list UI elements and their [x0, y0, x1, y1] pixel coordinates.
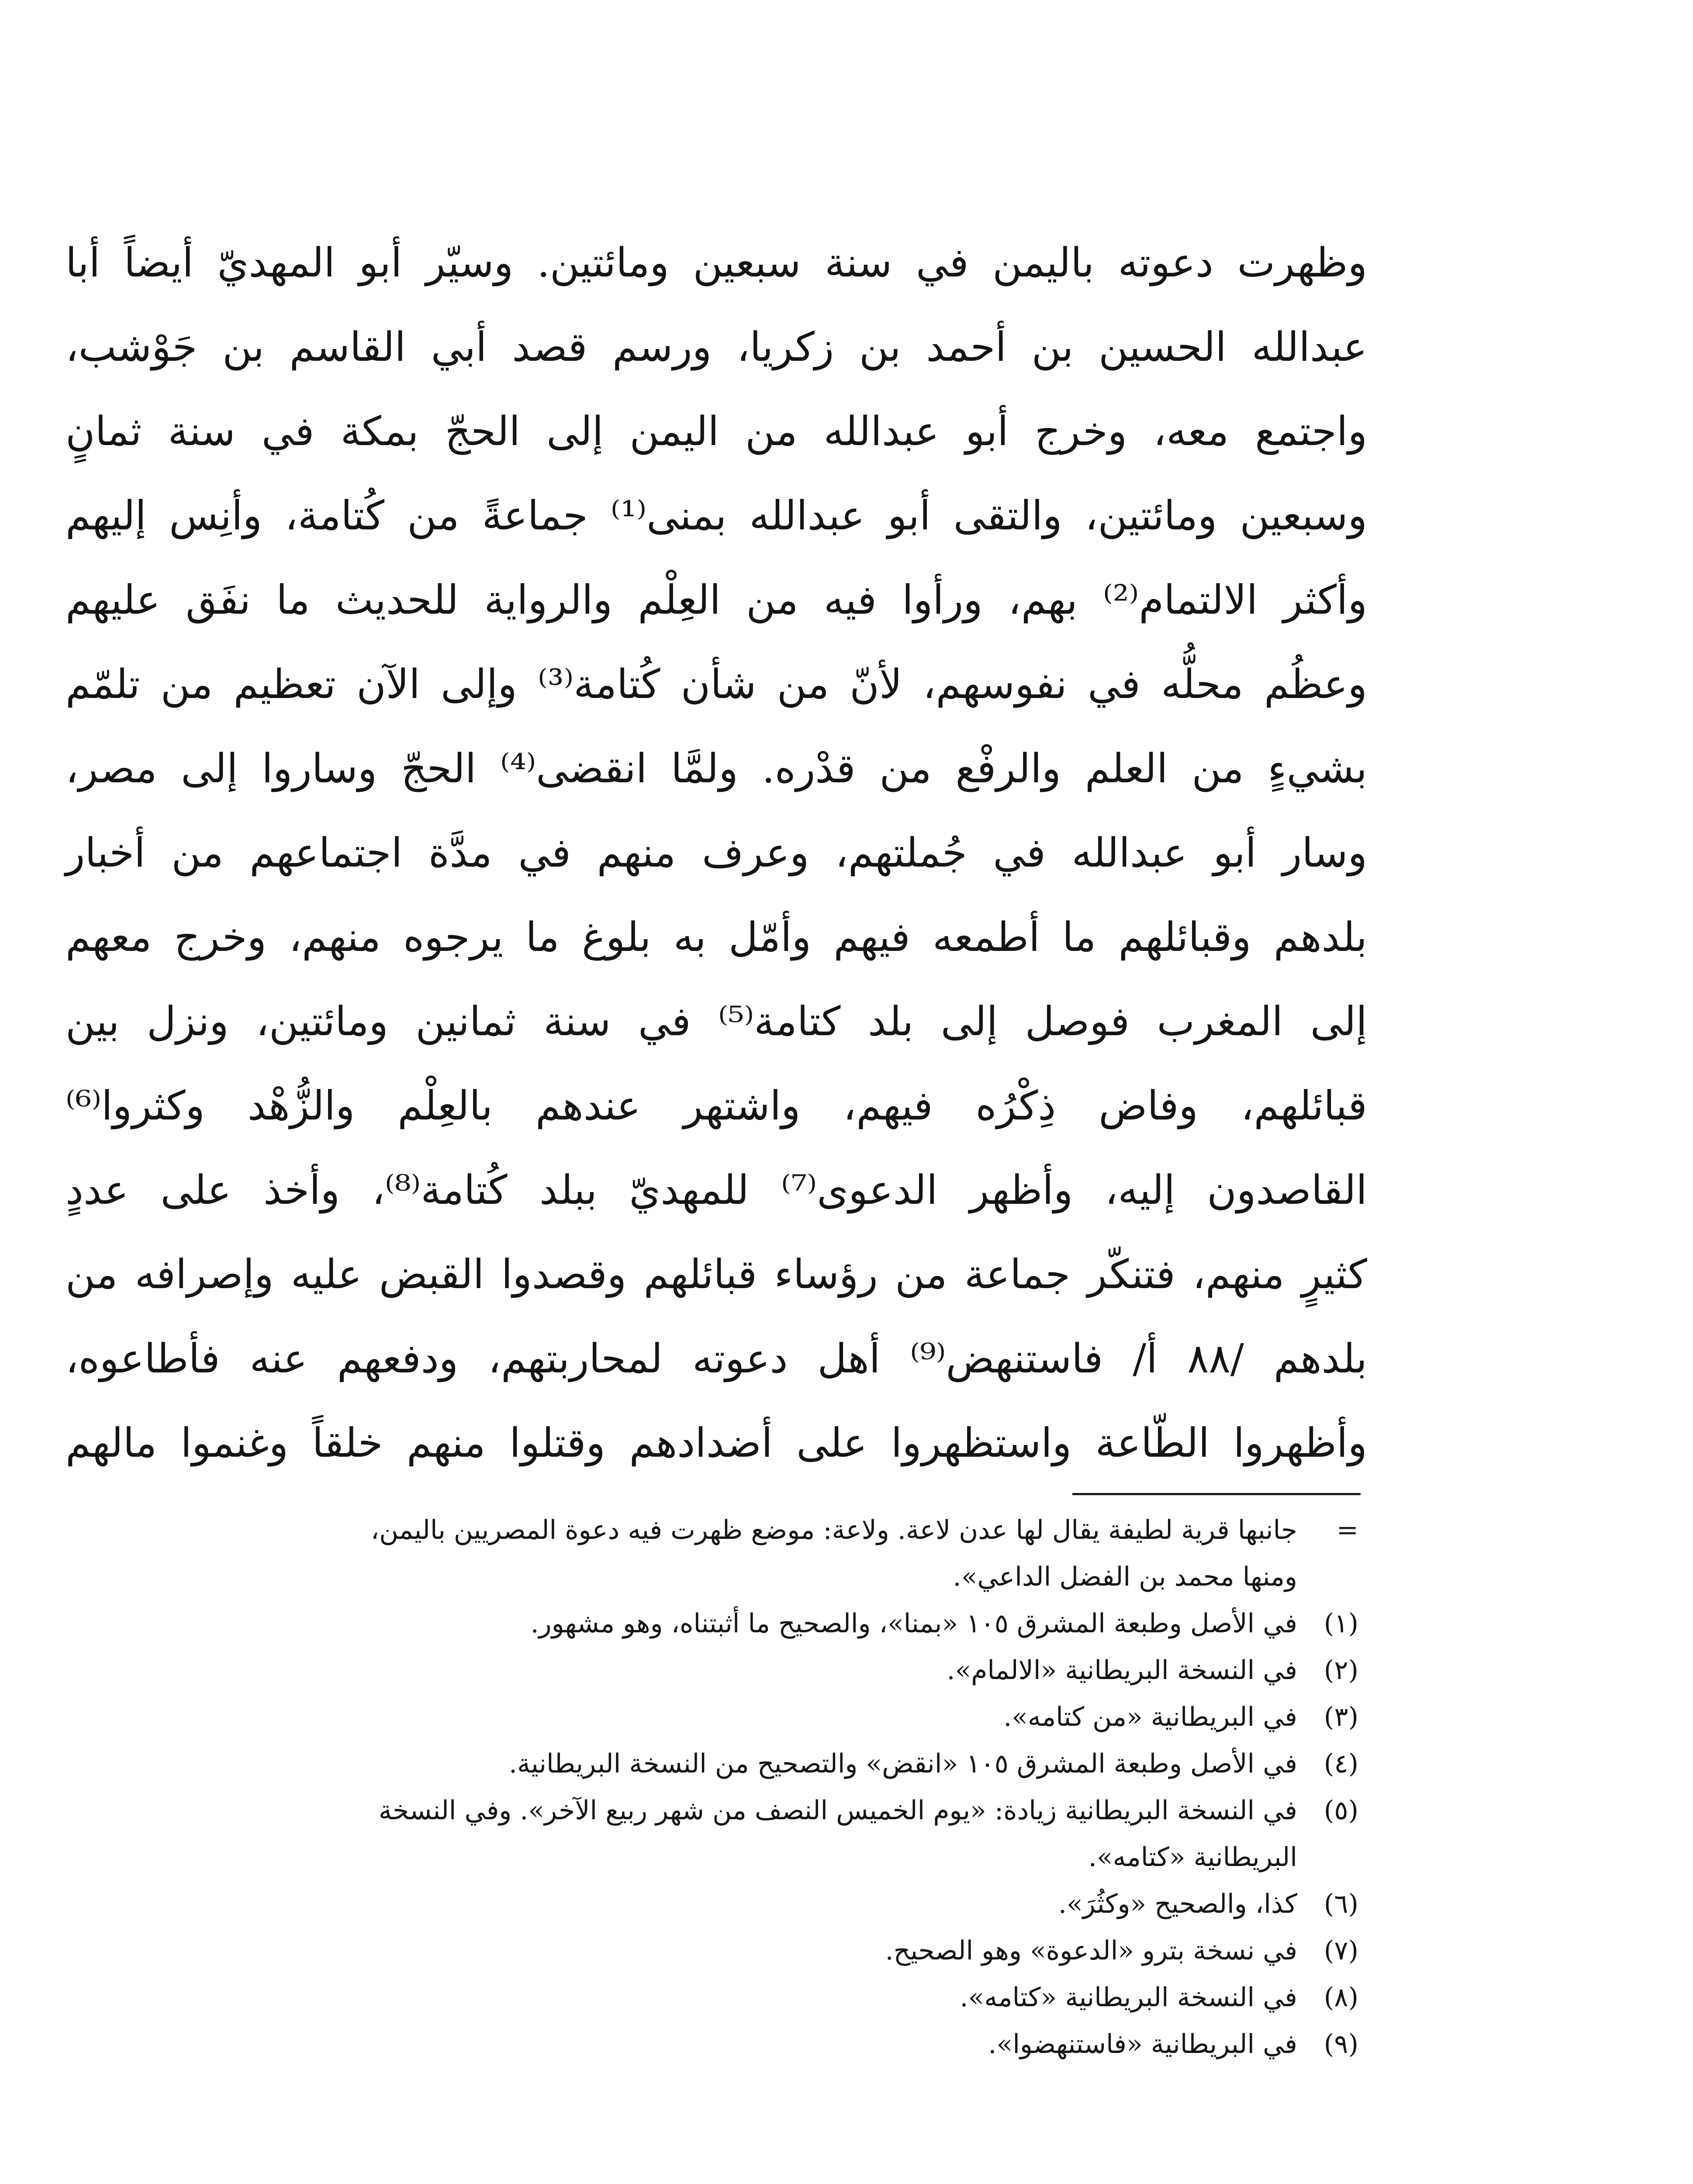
- text-line: بلدهم /٨٨ أ/ فاستنهض⁽⁹⁾ أهل دعوته لمحاربتهم، ودفعهم عنه فأطاعوه،: [66, 1335, 1368, 1382]
- footnote-marker: (٨): [1323, 1982, 1358, 2013]
- footnote-marker: (٤): [1323, 1749, 1358, 1779]
- text-line: واجتمع معه، وخرج أبو عبدالله من اليمن إلى الحجّ بمكة في سنة ثمانٍ: [66, 408, 1367, 455]
- footnote-marker: (٢): [1323, 1655, 1358, 1686]
- text-line: وسبعين ومائتين، والتقى أبو عبدالله بمنى⁽¹⁾ جماعةً من كُتامة، وأنِس إليهم: [66, 492, 1367, 539]
- text-line: إلى المغرب فوصل إلى بلد كتامة⁽⁵⁾ في سنة ثمانين ومائتين، ونزل بين: [66, 998, 1367, 1045]
- footnote: [66, 1881, 1358, 1928]
- text-line: قبائلهم، وفاض ذِكْرُه فيهم، واشتهر عندهم بالعِلْم والزُّهْد وكثروا⁽⁶⁾: [66, 1082, 1367, 1129]
- footnote-text: البريطانية «كتامه».: [1088, 1842, 1297, 1873]
- footnote-marker: (٣): [1323, 1702, 1358, 1732]
- footnote-continuation: [66, 1834, 1358, 1881]
- footnote-text: في الأصل وطبعة المشرق ١٠٥ «بمنا»، والصحيح ما أثبتناه، وهو مشهور.: [530, 1608, 1297, 1639]
- footnote-text: ومنها محمد بن الفضل الداعي».: [953, 1562, 1297, 1592]
- text-line: وأكثر الالتمام⁽²⁾ بهم، ورأوا فيه من العِلْم والرواية للحديث ما نفَق عليهم: [66, 577, 1367, 623]
- text-line: كثيرٍ منهم، فتنكّر جماعة من رؤساء قبائلهم وقصدوا القبض عليه وإصرافه من: [66, 1251, 1367, 1298]
- footnote-marker: (٦): [1323, 1889, 1358, 1919]
- main-text-block: [66, 221, 1367, 1485]
- text-line: القاصدون إليه، وأظهر الدعوى⁽⁷⁾ للمهديّ ببلد كُتامة⁽⁸⁾، وأخذ على عددٍ: [66, 1167, 1367, 1213]
- footnote: [66, 1507, 1358, 1554]
- footnote: [66, 1741, 1358, 1787]
- footnote: [66, 1600, 1358, 1647]
- footnote-text: في النسخة البريطانية «كتامه».: [960, 1982, 1297, 2013]
- text-line: بلدهم وقبائلهم ما أطمعه فيهم وأمّل به بلوغ ما يرجوه منهم، وخرج معهم: [66, 914, 1367, 961]
- footnote-text: في النسخة البريطانية «الالمام».: [947, 1655, 1297, 1686]
- footnote-text: كذا، والصحيح «وكثُرَ».: [1058, 1889, 1297, 1919]
- footnote-continuation: [66, 1554, 1358, 1600]
- footnote-text: في البريطانية «فاستنهضوا».: [988, 2029, 1297, 2060]
- text-line: وأظهروا الطّاعة واستظهروا على أضدادهم وقتلوا منهم خلقاً وغنموا مالهم: [66, 1420, 1367, 1466]
- text-line: عبدالله الحسين بن أحمد بن زكريا، ورسم قصد أبي القاسم بن جَوْشب،: [66, 324, 1367, 370]
- footnote-marker: (٧): [1323, 1935, 1358, 1966]
- footnote-marker: =: [1336, 1515, 1358, 1545]
- text-line: وسار أبو عبدالله في جُملتهم، وعرف منهم في مدَّة اجتماعهم من أخبار: [66, 829, 1367, 876]
- text-line: وظهرت دعوته باليمن في سنة سبعين ومائتين. وسيّر أبو المهديّ أيضاً أبا: [66, 239, 1367, 286]
- footnote-text: في النسخة البريطانية زيادة: «يوم الخميس النصف من شهر ربيع الآخر». وفي النسخة: [379, 1795, 1297, 1826]
- footnote: [66, 1928, 1358, 1974]
- footnote: [66, 1694, 1358, 1741]
- footnotes-block: [66, 1507, 1358, 2068]
- footnote-marker: (١): [1323, 1608, 1358, 1639]
- footnote-text: في الأصل وطبعة المشرق ١٠٥ «انقض» والتصحيح من النسخة البريطانية.: [508, 1749, 1297, 1779]
- footnote: [66, 1974, 1358, 2021]
- footnote-divider: [1072, 1493, 1361, 1495]
- text-line: بشيءٍ من العلم والرفْع من قدْره. ولمَّا انقضى⁽⁴⁾ الحجّ وساروا إلى مصر،: [66, 745, 1367, 792]
- footnote-text: جانبها قرية لطيفة يقال لها عدن لاعة. ولاعة: موضع ظهرت فيه دعوة المصريين باليمن،: [370, 1515, 1297, 1545]
- footnote: [66, 1787, 1358, 1834]
- footnote: [66, 1647, 1358, 1694]
- footnote-text: في البريطانية «من كتامه».: [1003, 1702, 1297, 1732]
- footnote-marker: (٩): [1323, 2029, 1358, 2060]
- footnote: [66, 2021, 1358, 2068]
- text-line: وعظُم محلُّه في نفوسهم، لأنّ من شأن كُتامة⁽³⁾ وإلى الآن تعظيم من تلمّم: [66, 661, 1367, 708]
- footnote-marker: (٥): [1323, 1795, 1358, 1826]
- footnote-text: في نسخة بترو «الدعوة» وهو الصحيح.: [885, 1935, 1297, 1966]
